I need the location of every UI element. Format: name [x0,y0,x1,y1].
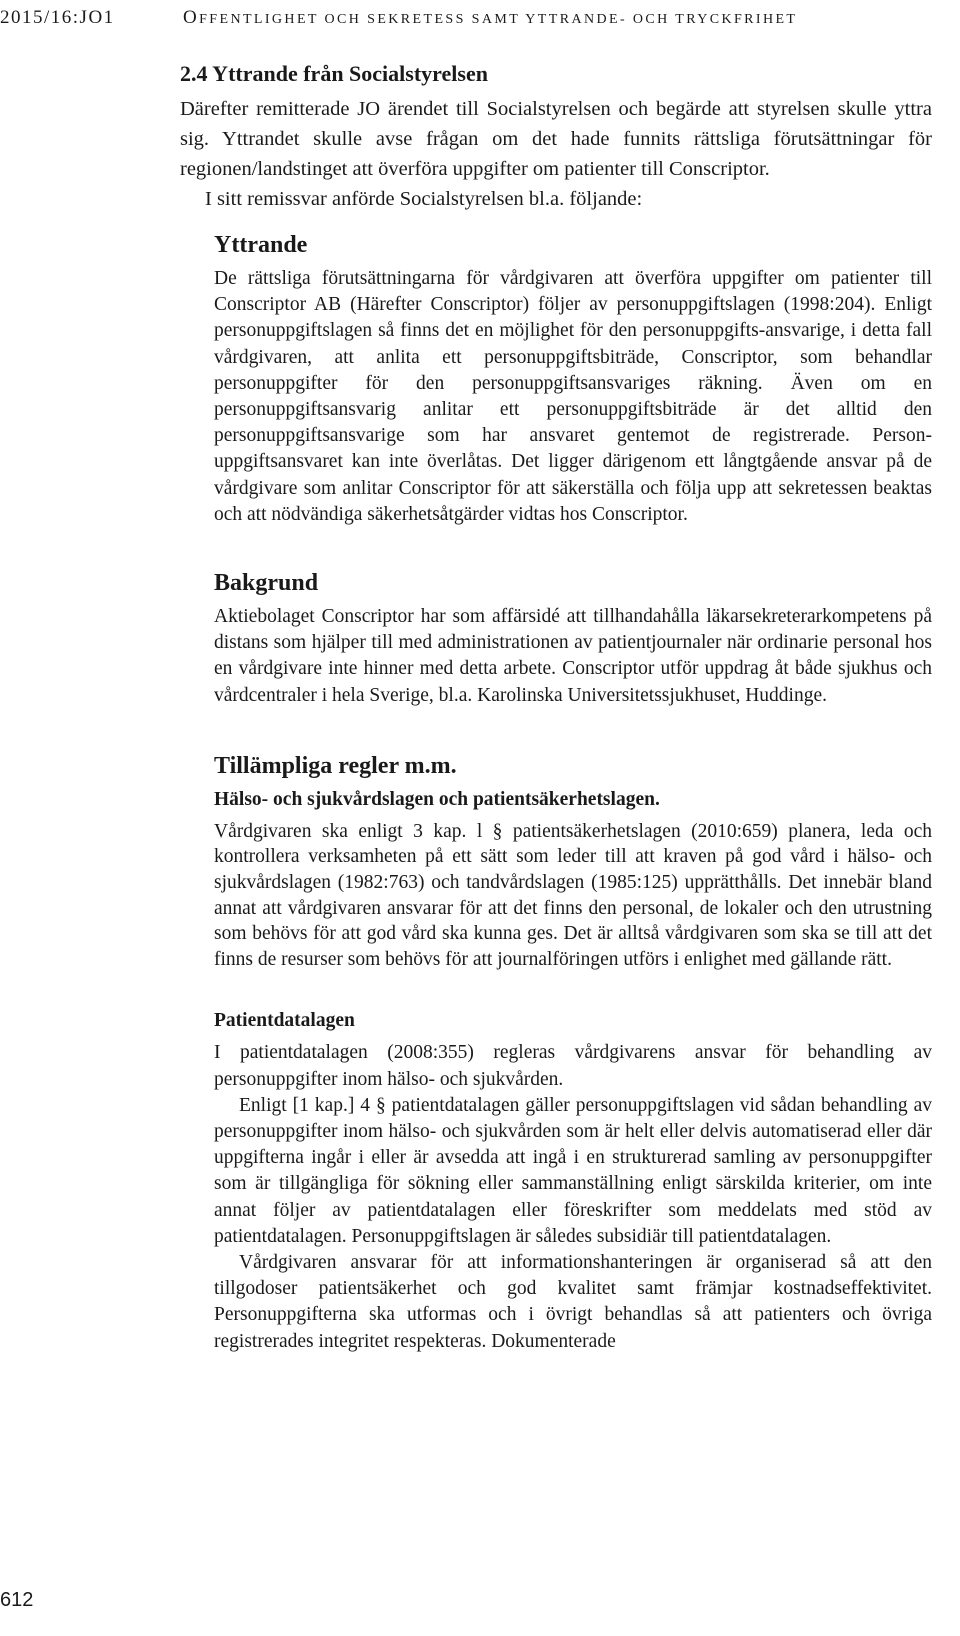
quote-subheading-hsl: Hälso- och sjukvårdslagen och patientsäkerhetslagen. [214,788,660,810]
section-paragraph-intro: I sitt remissvar anförde Socialstyrelsen bl.a. följande: [205,188,643,210]
quote-paragraph-pdl-3: Vårdgivaren ansvarar för att informationshanteringen är organiserad så att den tillgodoser patientsäkerhet och god kvalitet samt främjar kostnadseffektivitet. Personuppgifterna ska utformas och i övrigt behandlas så att patienters och övriga registrerades integritet respekteras. Dokumenterade [214,1252,932,1352]
quote-paragraph-pdl-2: Enligt [1 kap.] 4 § patientdatalagen gäller personuppgiftslagen vid sådan behandling av personuppgifter inom hälso- och sjukvården som är helt eller delvis automatiserad eller där uppgifterna ingår i eller är avsedda att ingå i en strukturerad samling av personuppgifter som är tillgängliga för sökning eller sammanställning enligt särskilda kriterier, om inte annat följer av patientdatalagen eller föreskrifter som meddelats med stöd av patientdatalagen. Personuppgiftslagen är således subsidiär till patientdatalagen. [214,1094,932,1247]
document-reference: 2015/16:JO1 [0,7,115,28]
quote-subheading-pdl: Patientdatalagen [214,1010,355,1032]
quote-paragraph-yttrande: De rättsliga förutsättningarna för vårdgivaren att överföra uppgifter om patienter till Conscriptor AB (Härefter Conscriptor) följer av personuppgiftslagen (1998:204). Enligt personuppgiftslagen så finns det en möjlighet för den personuppgifts-ansvarige, i detta fall vårdgivaren, att anlita ett personuppgiftsbiträde, Conscriptor, som behandlar personuppgifter för den personuppgiftsansvariges räkning. Även om en personuppgiftsansvarig anlitar ett personuppgiftsbiträde är det alltid den personuppgiftsansvarige som har ansvaret gentemot de registrerade. Person-uppgiftsansvaret kan inte överlåtas. Det ligger därigenom ett långtgående ansvar på de vårdgivare som anlitar Conscriptor för att säkerställa och följa upp att sekretessen beaktas och att nödvändiga säkerhetsåtgärder vidtas hos Conscriptor. [214,268,932,525]
quote-paragraph-hsl: Vårdgivaren ska enligt 3 kap. l § patientsäkerhetslagen (2010:659) planera, leda och kontrollera verksamheten på ett sätt som leder till att kraven på god vård i hälso- och sjukvårdslagen (1982:763) och tandvårdslagen (1985:125) upprätthålls. Det innebär bland annat att vårdgivaren ansvarar för att det finns den personal, de lokaler och den utrustning som behövs för att god vård ska kunna ges. Det är alltså vårdgivaren som ska se till att det finns de resurser som behövs för att journalföringen utförs i enlighet med gällande rätt. [214,820,932,970]
quote-heading-regler: Tillämpliga regler m.m. [214,752,457,779]
topic-small-caps-tail: - OCH TRYCKFRIHET [619,12,798,27]
quote-heading-yttrande: Yttrande [214,232,308,258]
topic-small-caps: FFENTLIGHET OCH SEKRETESS SAMT YTTRANDE [199,12,620,27]
quote-paragraph-pdl-1: I patientdatalagen (2008:355) regleras vårdgivarens ansvar för behandling av personuppgifter inom hälso- och sjukvården. [214,1042,932,1090]
section-heading: 2.4 Yttrande från Socialstyrelsen [180,61,488,86]
quote-paragraph-bakgrund: Aktiebolaget Conscriptor har som affärsidé att tillhandahålla läkarsekreterarkompetens på distans som hjälper till med administrationen av patientjournaler när ordinarie personal hos en vårdgivare inte hinner med detta arbete. Conscriptor utför uppdrag åt både sjukhus och vårdcentraler i hela Sverige, bl.a. Karolinska Universitetssjukhuset, Huddinge. [214,606,932,706]
quoted-statement [214,228,932,1355]
page-number: 612 [0,1589,34,1611]
quote-heading-bakgrund: Bakgrund [214,570,319,597]
topic-cap-letter: O [183,7,200,28]
chapter-topic [183,6,797,32]
running-header [0,6,960,30]
section-paragraph: Därefter remitterade JO ärendet till Socialstyrelsen och begärde att styrelsen skulle yttra sig. Yttrandet skulle avse frågan om det hade funnits rättsliga förutsättningar för regionen/landstinget att överföra uppgifter om patienter till Conscriptor. [180,98,932,180]
page-body [180,60,932,1355]
